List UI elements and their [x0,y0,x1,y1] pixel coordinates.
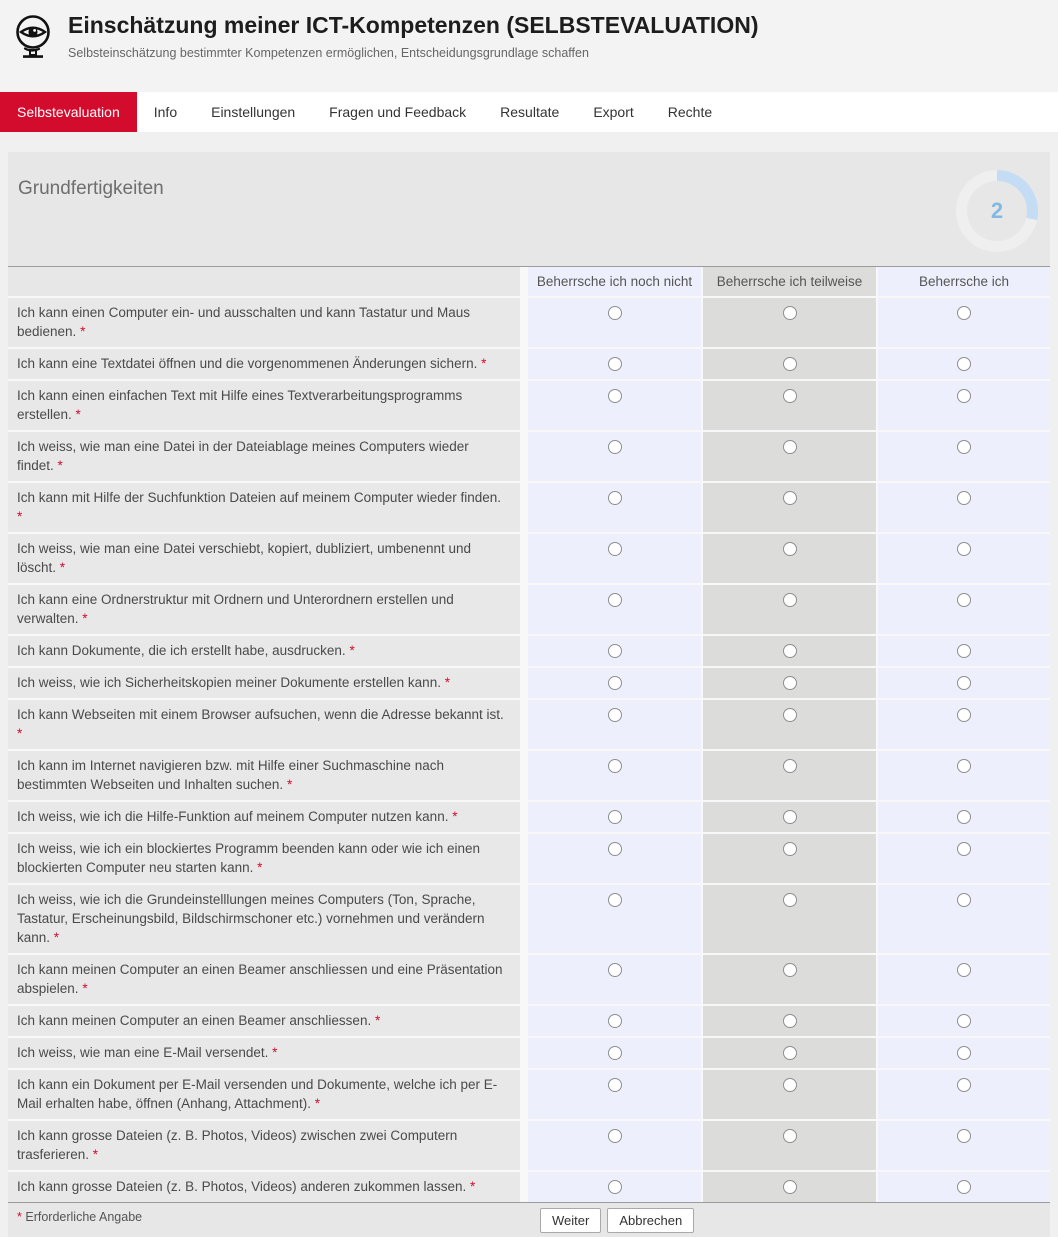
radio-q11-noch-nicht[interactable] [608,759,622,773]
answer-cell [528,1006,701,1036]
question-text [8,636,520,666]
radio-q15-noch-nicht[interactable] [608,963,622,977]
answer-cell [528,636,701,666]
required-marker: * [17,726,23,741]
radio-q17-beherrsche[interactable] [957,1046,971,1060]
radio-q1-teilweise[interactable] [783,306,797,320]
footer-buttons [540,1208,694,1233]
question-text [8,955,520,1004]
column-header-beherrsche-ich-teilweise: Beherrsche ich teilweise [703,267,876,296]
section-title: Grundfertigkeiten [18,178,164,199]
tab-fragen-und-feedback[interactable]: Fragen und Feedback [329,104,467,120]
question-text [8,668,520,698]
answer-cell [703,1006,876,1036]
table-row [8,1070,1050,1119]
page-title: Einschätzung meiner ICT-Kompetenzen (SELBSTEVALUATION) [68,12,759,38]
question-label: Ich kann eine Ordnerstruktur mit Ordnern und Unterordnern erstellen und verwalten. [17,592,454,626]
table-row [8,298,1050,347]
radio-q12-noch-nicht[interactable] [608,810,622,824]
radio-q10-noch-nicht[interactable] [608,708,622,722]
table-row [8,668,1050,698]
radio-q7-beherrsche[interactable] [957,593,971,607]
question-label: Ich kann grosse Dateien (z. B. Photos, Videos) anderen zukommen lassen. [17,1179,467,1194]
table-row [8,1006,1050,1036]
radio-q4-beherrsche[interactable] [957,440,971,454]
question-label: Ich kann meinen Computer an einen Beamer anschliessen und eine Präsentation abspielen. [17,962,503,996]
tab-info[interactable]: Info [153,104,178,120]
required-marker: * [82,611,88,626]
answer-cell [878,534,1050,583]
required-marker: * [80,324,86,339]
tab-selbstevaluation[interactable]: Selbstevaluation [0,92,137,132]
required-note [17,1210,142,1224]
radio-q8-beherrsche[interactable] [957,644,971,658]
question-text [8,1006,520,1036]
question-table-body [8,298,1050,1202]
table-row [8,483,1050,532]
required-marker: * [92,1147,99,1162]
question-label: Ich weiss, wie man eine Datei in der Dateiablage meines Computers wieder findet. [17,439,469,473]
radio-q14-noch-nicht[interactable] [608,893,622,907]
question-text [8,1038,520,1068]
question-label: Ich kann ein Dokument per E-Mail versenden und Dokumente, welche ich per E-Mail erhalten habe, öffnen (Anhang, Attachment). [17,1077,498,1111]
question-label: Ich kann einen einfachen Text mit Hilfe eines Textverarbeitungsprogramms erstellen. [17,388,463,422]
required-marker: * [374,1013,381,1028]
column-header-beherrsche-ich-noch-nicht: Beherrsche ich noch nicht [528,267,701,296]
table-row [8,349,1050,379]
answer-cell [528,1038,701,1068]
page-subtitle: Selbsteinschätzung bestimmter Kompetenzen ermöglichen, Entscheidungsgrundlage schaffen [68,46,589,60]
answer-cell [528,700,701,749]
question-text [8,585,520,634]
radio-q13-beherrsche[interactable] [957,842,971,856]
nav-tabs [0,92,1058,132]
question-text [8,432,520,481]
radio-q2-teilweise[interactable] [783,357,797,371]
required-marker: * [57,458,63,473]
radio-q3-beherrsche[interactable] [957,389,971,403]
radio-q1-beherrsche[interactable] [957,306,971,320]
answer-cell [878,668,1050,698]
answer-cell [878,483,1050,532]
answer-cell [703,955,876,1004]
table-row [8,885,1050,953]
required-marker: * [59,560,66,575]
required-marker: * [444,675,450,690]
question-text [8,1070,520,1119]
question-text [8,1172,520,1202]
radio-q16-noch-nicht[interactable] [608,1014,622,1028]
required-marker: * [286,777,293,792]
question-text [8,534,520,583]
required-marker: * [82,981,88,996]
radio-q8-noch-nicht[interactable] [608,644,622,658]
answer-cell [528,1172,701,1202]
radio-q1-noch-nicht[interactable] [608,306,622,320]
abbrechen-button[interactable]: Abbrechen [607,1208,694,1233]
answer-cell [703,432,876,481]
table-row [8,534,1050,583]
required-marker: * [314,1096,320,1111]
question-text [8,834,520,883]
required-marker: * [470,1179,476,1194]
answer-cell [703,700,876,749]
radio-q18-beherrsche[interactable] [957,1078,971,1092]
radio-q20-beherrsche[interactable] [957,1180,971,1194]
table-row [8,432,1050,481]
answer-cell [528,955,701,1004]
table-row [8,955,1050,1004]
answer-cell [878,955,1050,1004]
answer-cell [878,585,1050,634]
radio-q2-beherrsche[interactable] [957,357,971,371]
answer-cell [703,534,876,583]
table-row [8,636,1050,666]
table-row [8,834,1050,883]
table-row [8,700,1050,749]
question-text [8,349,520,379]
answer-cell [703,885,876,953]
progress-donut [956,170,1038,252]
progress-donut-hole [967,181,1027,241]
answer-cell [528,668,701,698]
radio-q12-teilweise[interactable] [783,810,797,824]
answer-cell [878,1038,1050,1068]
answer-cell [528,885,701,953]
answer-cell [528,1070,701,1119]
answer-cell [878,381,1050,430]
question-text [8,802,520,832]
mirror-eye-selfevaluation-icon [8,12,58,62]
answer-cell [528,349,701,379]
question-label: Ich weiss, wie ich die Hilfe-Funktion auf meinem Computer nutzen kann. [17,809,449,824]
answer-cell [528,534,701,583]
answer-cell [878,298,1050,347]
question-label: Ich weiss, wie ich die Grundeinstelllungen meines Computers (Ton, Sprache, Tastatur, Erscheinungsbild, Bildschirmschoner etc.) vornehmen und verändern kann. [17,892,485,945]
answer-cell [878,636,1050,666]
answer-cell [528,834,701,883]
radio-q20-teilweise[interactable] [783,1180,797,1194]
radio-q15-teilweise[interactable] [783,963,797,977]
radio-q16-beherrsche[interactable] [957,1014,971,1028]
question-text [8,885,520,953]
radio-q6-beherrsche[interactable] [957,542,971,556]
answer-cell [878,885,1050,953]
answer-cell [528,585,701,634]
answer-cell [878,834,1050,883]
answer-cell [528,483,701,532]
table-header-row [8,267,1050,296]
question-text [8,751,520,800]
answer-cell [878,1172,1050,1202]
radio-q16-teilweise[interactable] [783,1014,797,1028]
radio-q3-teilweise[interactable] [783,389,797,403]
question-text [8,1121,520,1170]
answer-cell [528,432,701,481]
question-text [8,381,520,430]
radio-q10-beherrsche[interactable] [957,708,971,722]
question-label: Ich weiss, wie ich Sicherheitskopien meiner Dokumente erstellen kann. [17,675,441,690]
question-label: Ich weiss, wie man eine Datei verschiebt, kopiert, dubliziert, umbenennt und löscht. [17,541,471,575]
table-row [8,802,1050,832]
answer-cell [703,751,876,800]
evaluation-panel [8,152,1050,1237]
required-marker: * [53,930,60,945]
answer-cell [703,1070,876,1119]
question-label: Ich kann meinen Computer an einen Beamer anschliessen. [17,1013,372,1028]
answer-cell [703,1038,876,1068]
question-label: Ich kann einen Computer ein- und ausschalten und kann Tastatur und Maus bedienen. [17,305,471,339]
question-label: Ich kann mit Hilfe der Suchfunktion Dateien auf meinem Computer wieder finden. [17,490,501,505]
radio-q17-teilweise[interactable] [783,1046,797,1060]
answer-cell [703,802,876,832]
answer-cell [528,298,701,347]
radio-q18-teilweise[interactable] [783,1078,797,1092]
required-marker: * [481,356,487,371]
answer-cell [703,483,876,532]
required-marker: * [17,1210,22,1224]
question-label: Ich kann grosse Dateien (z. B. Photos, Videos) zwischen zwei Computern trasferieren. [17,1128,458,1162]
nav-spacer [0,132,1058,152]
question-label: Ich weiss, wie man eine E-Mail versendet. [17,1045,269,1060]
tab-rechte[interactable]: Rechte [667,104,713,120]
question-label: Ich kann Dokumente, die ich erstellt habe, ausdrucken. [17,643,346,658]
answer-cell [703,636,876,666]
radio-q9-teilweise[interactable] [783,676,797,690]
required-marker: * [75,407,81,422]
radio-q18-noch-nicht[interactable] [608,1078,622,1092]
radio-q12-beherrsche[interactable] [957,810,971,824]
radio-q8-teilweise[interactable] [783,644,797,658]
column-header-beherrsche-ich: Beherrsche ich [878,267,1050,296]
radio-q7-teilweise[interactable] [783,593,797,607]
table-row [8,381,1050,430]
radio-q17-noch-nicht[interactable] [608,1046,622,1060]
table-row [8,585,1050,634]
question-label: Ich kann Webseiten mit einem Browser aufsuchen, wenn die Adresse bekannt ist. [17,707,504,722]
answer-cell [878,1070,1050,1119]
radio-q5-beherrsche[interactable] [957,491,971,505]
question-text [8,700,520,749]
required-note-text: Erforderliche Angabe [25,1210,143,1224]
answer-cell [528,751,701,800]
table-row [8,751,1050,800]
radio-q4-noch-nicht[interactable] [608,440,622,454]
answer-cell [703,668,876,698]
radio-q5-teilweise[interactable] [783,491,797,505]
radio-q5-noch-nicht[interactable] [608,491,622,505]
radio-q7-noch-nicht[interactable] [608,593,622,607]
header-question-spacer [8,267,520,296]
radio-q14-beherrsche[interactable] [957,893,971,907]
answer-cell [703,585,876,634]
table-row [8,1121,1050,1170]
answer-cell [703,381,876,430]
answer-cell [703,834,876,883]
answer-cell [878,700,1050,749]
table-row [8,1172,1050,1202]
radio-q6-teilweise[interactable] [783,542,797,556]
answer-cell [878,432,1050,481]
radio-q9-noch-nicht[interactable] [608,676,622,690]
answer-cell [878,349,1050,379]
answer-cell [528,381,701,430]
radio-q20-noch-nicht[interactable] [608,1180,622,1194]
answer-cell [878,751,1050,800]
radio-q19-noch-nicht[interactable] [608,1129,622,1143]
radio-q10-teilweise[interactable] [783,708,797,722]
required-marker: * [17,509,23,524]
answer-cell [528,802,701,832]
answer-cell [703,1121,876,1170]
progress-page-number: 2 [990,198,1004,223]
radio-q9-beherrsche[interactable] [957,676,971,690]
radio-q3-noch-nicht[interactable] [608,389,622,403]
radio-q19-teilweise[interactable] [783,1129,797,1143]
question-text [8,298,520,347]
radio-q4-teilweise[interactable] [783,440,797,454]
radio-q11-teilweise[interactable] [783,759,797,773]
tab-export[interactable]: Export [593,104,634,120]
form-footer [8,1203,1050,1237]
radio-q15-beherrsche[interactable] [957,963,971,977]
required-marker: * [272,1045,278,1060]
tab-resultate[interactable]: Resultate [500,104,560,120]
tab-einstellungen[interactable]: Einstellungen [211,104,296,120]
question-label: Ich kann eine Textdatei öffnen und die vorgenommenen Änderungen sichern. [17,356,478,371]
radio-q11-beherrsche[interactable] [957,759,971,773]
answer-cell [703,349,876,379]
question-label: Ich weiss, wie ich ein blockiertes Programm beenden kann oder wie ich einen blockierten Computer neu starten kann. [17,841,480,875]
question-text [8,483,520,532]
page-header [0,0,1058,92]
radio-q19-beherrsche[interactable] [957,1129,971,1143]
answer-cell [878,1006,1050,1036]
required-marker: * [257,860,263,875]
answer-cell [703,298,876,347]
weiter-button[interactable]: Weiter [540,1208,601,1233]
answer-cell [528,1121,701,1170]
radio-q2-noch-nicht[interactable] [608,357,622,371]
answer-cell [703,1172,876,1202]
required-marker: * [349,643,355,658]
section-header [8,152,1050,266]
radio-q6-noch-nicht[interactable] [608,542,622,556]
table-row [8,1038,1050,1068]
answer-cell [878,1121,1050,1170]
answer-cell [878,802,1050,832]
question-table [8,266,1050,1203]
required-marker: * [452,809,458,824]
question-label: Ich kann im Internet navigieren bzw. mit Hilfe einer Suchmaschine nach bestimmten Webseiten und Inhalten suchen. [17,758,444,792]
radio-q13-teilweise[interactable] [783,842,797,856]
radio-q14-teilweise[interactable] [783,893,797,907]
radio-q13-noch-nicht[interactable] [608,842,622,856]
